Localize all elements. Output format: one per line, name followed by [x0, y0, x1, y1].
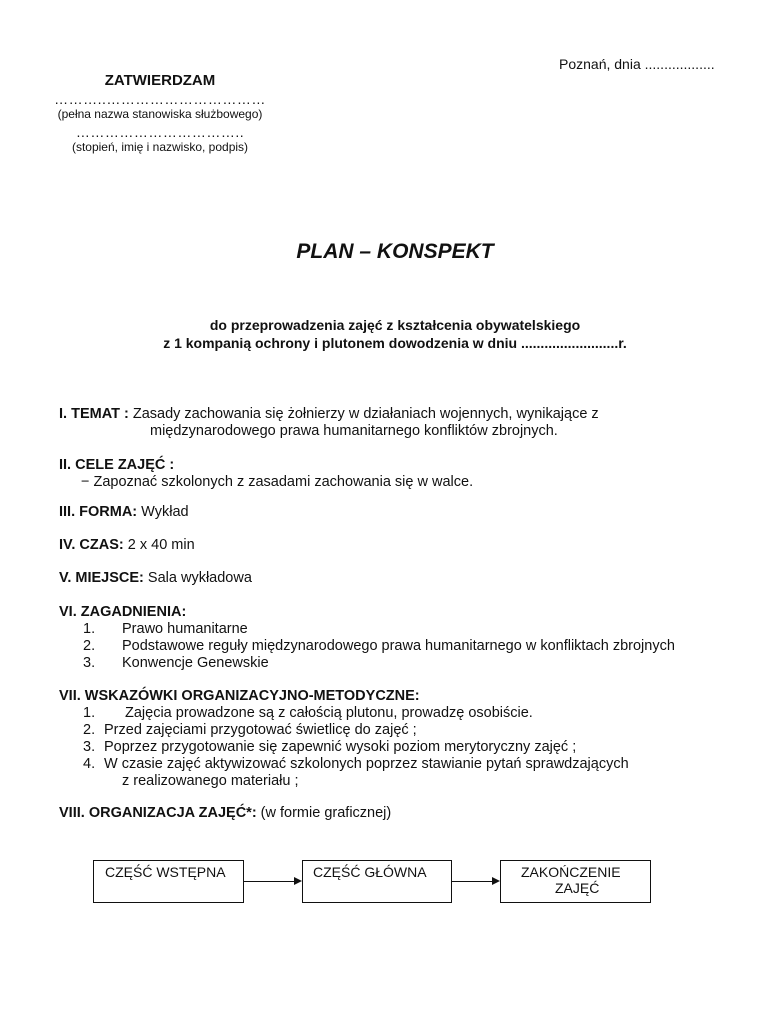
list-item: [59, 638, 739, 655]
item-number: 1.: [83, 621, 96, 637]
list-item: [59, 739, 739, 756]
organizacja-label: VIII. ORGANIZACJA ZAJĘĆ*:: [59, 805, 257, 821]
subtitle-line-1: do przeprowadzenia zajęć z kształcenia obywatelskiego: [209, 317, 581, 333]
zagadnienia-label: VI. ZAGADNIENIA:: [59, 604, 187, 620]
item-number: 4.: [83, 756, 96, 772]
item-text: Konwencje Genewskie: [122, 655, 269, 671]
list-item: [59, 655, 739, 672]
section-zagadnienia: [59, 604, 739, 672]
list-item: [59, 621, 739, 638]
list-item: [59, 722, 739, 739]
item-number: 2.: [83, 638, 96, 654]
city-date: Poznań, dnia ..................: [559, 56, 715, 72]
item-text: Przed zajęciami przygotować świetlicę do zajęć ;: [104, 722, 417, 738]
box-wstepna: [93, 860, 244, 903]
section-wskazowki: [59, 688, 739, 790]
page-title: PLAN – KONSPEKT: [296, 240, 494, 263]
section-forma: [59, 504, 189, 521]
position-note: (pełna nazwa stanowiska służbowego): [57, 107, 263, 121]
item-number: 2.: [83, 722, 96, 738]
temat-text-2: międzynarodowego prawa humanitarnego konfliktów zbrojnych.: [150, 423, 558, 439]
arrow-line-1: [244, 881, 294, 882]
list-item: [59, 705, 739, 722]
item-text: Podstawowe reguły międzynarodowego prawa humanitarnego w konfliktach zbrojnych: [122, 638, 675, 654]
item-number: 3.: [83, 655, 96, 671]
item-text: Prawo humanitarne: [122, 621, 248, 637]
czas-label: IV. CZAS:: [59, 537, 124, 553]
item-number: 3.: [83, 739, 96, 755]
approval-block: [40, 72, 280, 155]
temat-line-1: [59, 406, 599, 423]
forma-value: Wykład: [137, 504, 189, 520]
section-cele: [59, 457, 473, 491]
arrow-line-2: [452, 881, 492, 882]
czas-value: 2 x 40 min: [123, 537, 195, 553]
wskazowki-label: VII. WSKAZÓWKI ORGANIZACYJNO-METODYCZNE:: [59, 688, 420, 704]
temat-label: I. TEMAT :: [59, 406, 129, 422]
section-miejsce: [59, 570, 252, 587]
section-organizacja: [59, 805, 391, 822]
signature-dots: ……………………………..: [75, 124, 245, 140]
box-zakonczenie-label: [521, 864, 621, 896]
item-4-continuation: z realizowanego materiału ;: [122, 773, 299, 789]
section-czas: [59, 537, 195, 554]
approval-title: ZATWIERDZAM: [104, 72, 216, 89]
box-zakonczenie-line-2: ZAJĘĆ: [555, 880, 600, 896]
miejsce-value: Sala wykładowa: [143, 570, 252, 586]
arrow-right-icon: [294, 877, 302, 885]
item-text: W czasie zajęć aktywizować szkolonych poprzez stawianie pytań sprawdzających: [104, 756, 629, 772]
arrow-right-icon: [492, 877, 500, 885]
organizacja-value: (w formie graficznej): [256, 805, 392, 821]
item-text: Zajęcia prowadzone są z całością plutonu, prowadzę osobiście.: [125, 705, 533, 721]
miejsce-label: V. MIEJSCE:: [59, 570, 144, 586]
box-wstepna-label: CZĘŚĆ WSTĘPNA: [105, 864, 226, 880]
position-dots: ………..……………………………: [54, 91, 266, 107]
box-zakonczenie: [500, 860, 651, 903]
subtitle: [0, 316, 768, 352]
box-zakonczenie-line-1: ZAKOŃCZENIE: [521, 864, 621, 880]
cele-label: II. CELE ZAJĘĆ :: [59, 457, 175, 473]
section-temat: [59, 406, 599, 440]
item-text: Poprzez przygotowanie się zapewnić wysoki poziom merytoryczny zajęć ;: [104, 739, 577, 755]
list-item: [59, 756, 739, 773]
forma-label: III. FORMA:: [59, 504, 138, 520]
box-glowna: [302, 860, 452, 903]
cele-item: − Zapoznać szkolonych z zasadami zachowania się w walce.: [81, 474, 474, 490]
temat-text-1: Zasady zachowania się żołnierzy w działaniach wojennych, wynikające z: [128, 406, 599, 422]
signature-note: (stopień, imię i nazwisko, podpis): [71, 140, 249, 154]
box-glowna-label: CZĘŚĆ GŁÓWNA: [313, 864, 427, 880]
item-number: 1.: [83, 705, 96, 721]
subtitle-line-2: z 1 kompanią ochrony i plutonem dowodzenia w dniu .........................r.: [163, 335, 627, 351]
